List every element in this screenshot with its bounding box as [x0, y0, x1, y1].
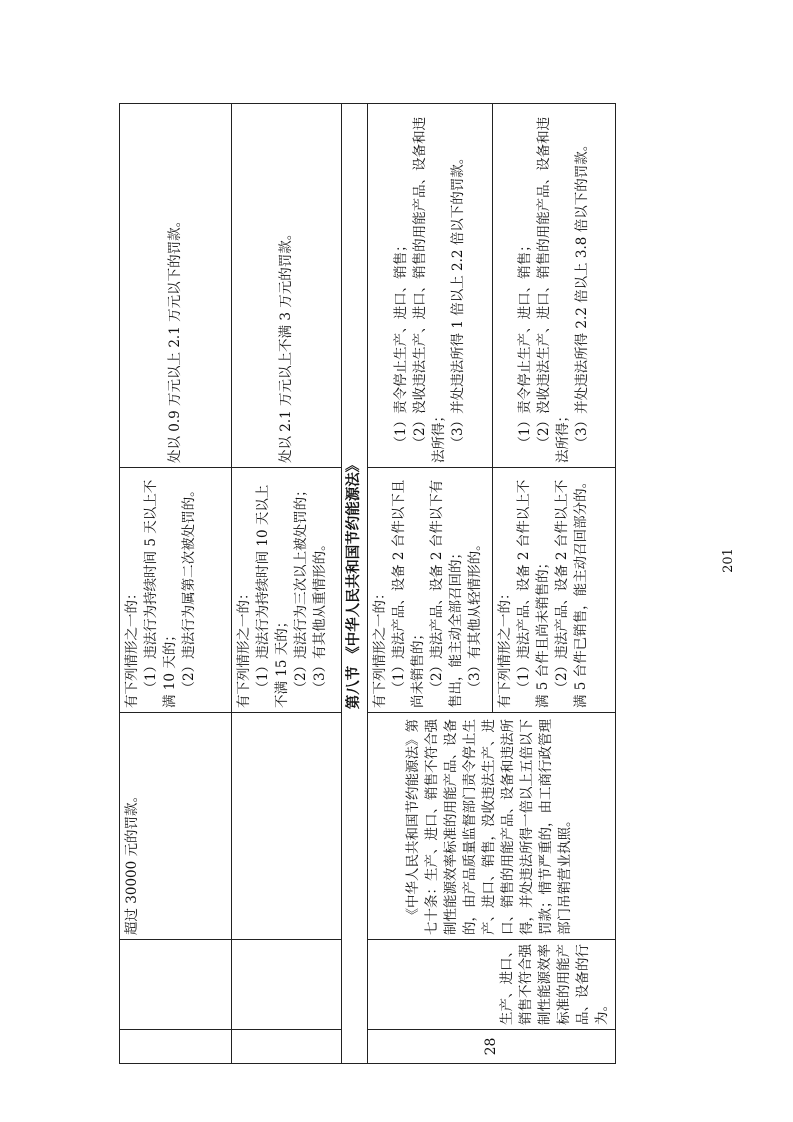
row-number-cell — [232, 1030, 342, 1064]
circumstance-cell — [492, 468, 616, 713]
circumstance-line: 有下列情形之一的： — [372, 586, 388, 708]
rotated-table-page — [119, 104, 610, 1064]
penalty-line: 处以 0.9 万元以上 2.1 万元以下的罚款。 — [167, 213, 183, 463]
penalty-line: （2）没收违法生产、进口、销售的用能产品、设备和违法所得； — [535, 116, 571, 463]
penalty-line: （3）并处违法所得 2.2 倍以上 3.8 倍以下的罚款。 — [573, 137, 590, 450]
penalty-cell — [232, 104, 342, 468]
penalty-cell — [368, 104, 493, 468]
penalty-line: 处以 2.1 万元以上不满 3 万元的罚款。 — [278, 226, 294, 463]
circumstance-line: （1）违法行为持续时间 5 天以上不满 10 天的； — [143, 479, 178, 708]
illegal-act-cell — [120, 940, 232, 1030]
circumstance-line: （1）违法产品、设备 2 台件以上不满 5 台件且尚未销售的； — [515, 479, 551, 708]
table-row — [120, 104, 232, 1064]
section-header-row — [342, 104, 368, 1064]
section-title: 第八节 《中华人民共和国节约能源法》 — [342, 104, 368, 1064]
illegal-act-cell — [232, 940, 342, 1030]
legal-basis-cell: 《中华人民共和国节约能源法》第七十条：生产、进口、销售不符合强制性能源效率标准的用能产品、设备的，由产品质量监督部门责令停止生产、进口、销售，没收违法生产、进口、销售的用能产品、设备和违法所得，并处违法所得一倍以上五倍以下罚款；情节严重的，由工商行政管理部门吊销营业执照。 — [368, 713, 616, 940]
circumstance-cell — [232, 468, 342, 713]
table-row — [232, 104, 342, 1064]
page-number — [708, 540, 748, 580]
legal-basis-cell — [120, 713, 232, 940]
penalty-line: （1）责令停止生产、进口、销售； — [392, 238, 409, 450]
illegal-act-cell: 生产、进口、销售不符合强制性能源效率标准的用能产品、设备的行为。 — [368, 940, 616, 1030]
penalty-standards-table — [119, 103, 616, 1064]
penalty-line: （1）责令停止生产、进口、销售； — [516, 238, 533, 450]
circumstance-cell — [120, 468, 232, 713]
circumstance-line: （3）有其他从轻情形的。 — [467, 537, 483, 695]
legal-basis-cell — [232, 713, 342, 940]
circumstance-line: 有下列情形之一的： — [496, 586, 513, 708]
circumstance-line: （2）违法行为属第二次被处罚的。 — [181, 483, 197, 695]
circumstance-line: （1）违法行为持续时间 10 天以上不满 15 天的； — [255, 484, 290, 708]
page-number-text: 201 — [720, 547, 736, 573]
circumstance-line: （2）违法产品、设备 2 台件以上不满 5 台件已销售，能主动召回部分的。 — [553, 474, 589, 708]
penalty-cell — [492, 104, 616, 468]
row-number-cell: 28 — [368, 1030, 616, 1064]
legal-basis-text: 超过 30000 元的罚款。 — [124, 788, 140, 935]
circumstance-line: （2）违法行为三次以上被处罚的； — [293, 483, 309, 695]
circumstance-line: （1）违法产品、设备 2 台件以下且尚未销售的； — [391, 479, 426, 708]
circumstance-line: 有下列情形之一的： — [124, 586, 140, 708]
penalty-line: （2）没收违法生产、进口、销售的用能产品、设备和违法所得； — [411, 116, 447, 463]
circumstance-cell — [368, 468, 493, 713]
row-number-cell — [120, 1030, 232, 1064]
penalty-cell — [120, 104, 232, 468]
penalty-line: （3）并处违法所得 1 倍以上 2.2 倍以下的罚款。 — [449, 150, 466, 450]
table-row — [368, 104, 493, 1064]
circumstance-line: （3）有其他从重情形的。 — [312, 537, 328, 695]
circumstance-line: 有下列情形之一的： — [236, 586, 252, 708]
circumstance-line: （2）违法产品、设备 2 台件以下有售出，能主动全部召回的； — [429, 479, 464, 708]
